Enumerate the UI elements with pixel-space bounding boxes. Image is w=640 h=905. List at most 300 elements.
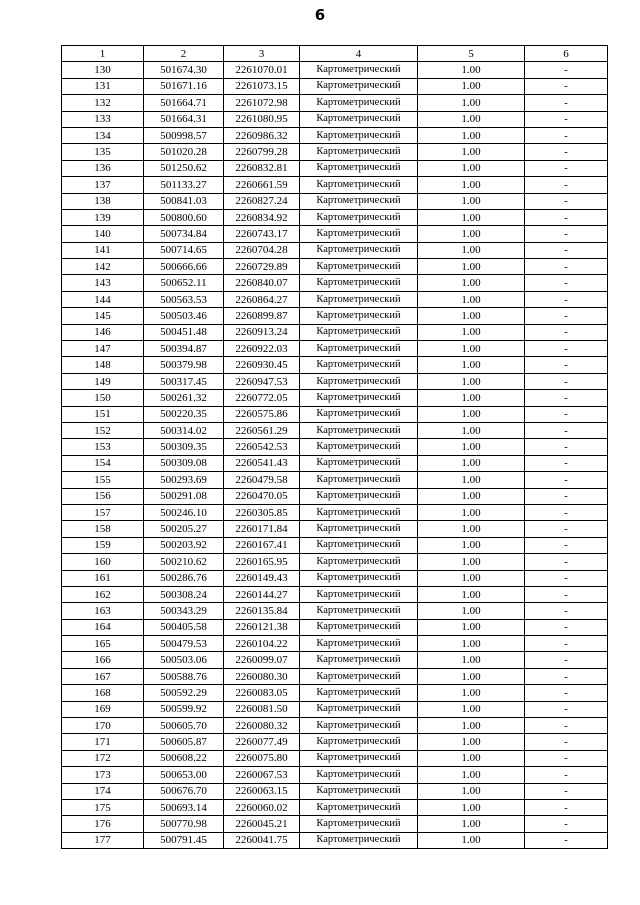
- x-coordinate-cell: 500605.70: [144, 718, 224, 734]
- description-cell: -: [525, 209, 608, 225]
- x-coordinate-cell: 501664.71: [144, 95, 224, 111]
- description-cell: -: [525, 144, 608, 160]
- table-body: [62, 62, 608, 849]
- y-coordinate-cell: 2260171.84: [224, 521, 300, 537]
- point-number-cell: 145: [62, 308, 144, 324]
- description-cell: -: [525, 554, 608, 570]
- method-cell: Картометрический: [300, 177, 418, 193]
- x-coordinate-cell: 500841.03: [144, 193, 224, 209]
- method-cell: Картометрический: [300, 783, 418, 799]
- description-cell: -: [525, 619, 608, 635]
- method-cell: Картометрический: [300, 537, 418, 553]
- point-number-cell: 150: [62, 390, 144, 406]
- table-row: [62, 619, 608, 635]
- table-row: [62, 95, 608, 111]
- x-coordinate-cell: 501671.16: [144, 78, 224, 94]
- table-row: [62, 767, 608, 783]
- y-coordinate-cell: 2260899.87: [224, 308, 300, 324]
- description-cell: -: [525, 685, 608, 701]
- table-row: [62, 259, 608, 275]
- method-cell: Картометрический: [300, 78, 418, 94]
- point-number-cell: 166: [62, 652, 144, 668]
- method-cell: Картометрический: [300, 734, 418, 750]
- description-cell: -: [525, 390, 608, 406]
- y-coordinate-cell: 2260840.07: [224, 275, 300, 291]
- x-coordinate-cell: 500317.45: [144, 373, 224, 389]
- point-number-cell: 163: [62, 603, 144, 619]
- method-cell: Картометрический: [300, 554, 418, 570]
- method-cell: Картометрический: [300, 308, 418, 324]
- table-row: [62, 341, 608, 357]
- table-row: [62, 111, 608, 127]
- accuracy-cell: 1.00: [418, 422, 525, 438]
- accuracy-cell: 1.00: [418, 521, 525, 537]
- x-coordinate-cell: 500203.92: [144, 537, 224, 553]
- table-row: [62, 275, 608, 291]
- accuracy-cell: 1.00: [418, 373, 525, 389]
- point-number-cell: 147: [62, 341, 144, 357]
- point-number-cell: 158: [62, 521, 144, 537]
- table-row: [62, 177, 608, 193]
- accuracy-cell: 1.00: [418, 718, 525, 734]
- method-cell: Картометрический: [300, 504, 418, 520]
- y-coordinate-cell: 2260067.53: [224, 767, 300, 783]
- accuracy-cell: 1.00: [418, 193, 525, 209]
- method-cell: Картометрический: [300, 701, 418, 717]
- y-coordinate-cell: 2260149.43: [224, 570, 300, 586]
- x-coordinate-cell: 500210.62: [144, 554, 224, 570]
- x-coordinate-cell: 500592.29: [144, 685, 224, 701]
- table-row: [62, 226, 608, 242]
- point-number-cell: 153: [62, 439, 144, 455]
- accuracy-cell: 1.00: [418, 357, 525, 373]
- table-row: [62, 521, 608, 537]
- table-row: [62, 734, 608, 750]
- method-cell: Картометрический: [300, 685, 418, 701]
- x-coordinate-cell: 500286.76: [144, 570, 224, 586]
- table-row: [62, 193, 608, 209]
- x-coordinate-cell: 500653.00: [144, 767, 224, 783]
- point-number-cell: 136: [62, 160, 144, 176]
- x-coordinate-cell: 500291.08: [144, 488, 224, 504]
- point-number-cell: 160: [62, 554, 144, 570]
- x-coordinate-cell: 500246.10: [144, 504, 224, 520]
- description-cell: -: [525, 570, 608, 586]
- accuracy-cell: 1.00: [418, 816, 525, 832]
- method-cell: Картометрический: [300, 488, 418, 504]
- table-row: [62, 799, 608, 815]
- table-row: [62, 586, 608, 602]
- x-coordinate-cell: 500308.24: [144, 586, 224, 602]
- table-row: [62, 685, 608, 701]
- table-row: [62, 570, 608, 586]
- description-cell: -: [525, 537, 608, 553]
- description-cell: -: [525, 357, 608, 373]
- accuracy-cell: 1.00: [418, 636, 525, 652]
- table-row: [62, 406, 608, 422]
- y-coordinate-cell: 2260470.05: [224, 488, 300, 504]
- accuracy-cell: 1.00: [418, 78, 525, 94]
- y-coordinate-cell: 2260772.05: [224, 390, 300, 406]
- point-number-cell: 175: [62, 799, 144, 815]
- table-row: [62, 488, 608, 504]
- y-coordinate-cell: 2260864.27: [224, 291, 300, 307]
- point-number-cell: 138: [62, 193, 144, 209]
- table-row: [62, 472, 608, 488]
- description-cell: -: [525, 127, 608, 143]
- point-number-cell: 148: [62, 357, 144, 373]
- x-coordinate-cell: 500599.92: [144, 701, 224, 717]
- x-coordinate-cell: 500309.08: [144, 455, 224, 471]
- accuracy-cell: 1.00: [418, 472, 525, 488]
- point-number-cell: 141: [62, 242, 144, 258]
- y-coordinate-cell: 2260305.85: [224, 504, 300, 520]
- page-number: 6: [314, 6, 326, 24]
- x-coordinate-cell: 500676.70: [144, 783, 224, 799]
- description-cell: -: [525, 111, 608, 127]
- y-coordinate-cell: 2260083.05: [224, 685, 300, 701]
- table-row: [62, 750, 608, 766]
- method-cell: Картометрический: [300, 242, 418, 258]
- accuracy-cell: 1.00: [418, 127, 525, 143]
- method-cell: Картометрический: [300, 373, 418, 389]
- accuracy-cell: 1.00: [418, 324, 525, 340]
- description-cell: -: [525, 373, 608, 389]
- table-row: [62, 537, 608, 553]
- description-cell: -: [525, 308, 608, 324]
- point-number-cell: 134: [62, 127, 144, 143]
- method-cell: Картометрический: [300, 111, 418, 127]
- description-cell: -: [525, 455, 608, 471]
- table-row: [62, 832, 608, 848]
- table-row: [62, 291, 608, 307]
- description-cell: -: [525, 521, 608, 537]
- method-cell: Картометрический: [300, 291, 418, 307]
- method-cell: Картометрический: [300, 570, 418, 586]
- point-number-cell: 164: [62, 619, 144, 635]
- y-coordinate-cell: 2260165.95: [224, 554, 300, 570]
- description-cell: -: [525, 259, 608, 275]
- x-coordinate-cell: 500394.87: [144, 341, 224, 357]
- method-cell: Картометрический: [300, 636, 418, 652]
- point-number-cell: 167: [62, 668, 144, 684]
- description-cell: -: [525, 504, 608, 520]
- x-coordinate-cell: 500503.46: [144, 308, 224, 324]
- accuracy-cell: 1.00: [418, 62, 525, 78]
- table-row: [62, 209, 608, 225]
- table-row: [62, 783, 608, 799]
- accuracy-cell: 1.00: [418, 226, 525, 242]
- coordinates-table: [61, 45, 608, 849]
- accuracy-cell: 1.00: [418, 734, 525, 750]
- accuracy-cell: 1.00: [418, 111, 525, 127]
- point-number-cell: 149: [62, 373, 144, 389]
- description-cell: -: [525, 816, 608, 832]
- method-cell: Картометрический: [300, 472, 418, 488]
- description-cell: -: [525, 242, 608, 258]
- method-cell: Картометрический: [300, 439, 418, 455]
- x-coordinate-cell: 500314.02: [144, 422, 224, 438]
- x-coordinate-cell: 500770.98: [144, 816, 224, 832]
- table-row: [62, 373, 608, 389]
- method-cell: Картометрический: [300, 275, 418, 291]
- y-coordinate-cell: 2260060.02: [224, 799, 300, 815]
- accuracy-cell: 1.00: [418, 799, 525, 815]
- description-cell: -: [525, 291, 608, 307]
- x-coordinate-cell: 500479.53: [144, 636, 224, 652]
- table-row: [62, 160, 608, 176]
- point-number-cell: 132: [62, 95, 144, 111]
- y-coordinate-cell: 2260834.92: [224, 209, 300, 225]
- description-cell: -: [525, 586, 608, 602]
- description-cell: -: [525, 636, 608, 652]
- x-coordinate-cell: 500605.87: [144, 734, 224, 750]
- point-number-cell: 135: [62, 144, 144, 160]
- method-cell: Картометрический: [300, 341, 418, 357]
- table-row: [62, 308, 608, 324]
- point-number-cell: 173: [62, 767, 144, 783]
- column-header-1: 1: [62, 46, 144, 62]
- y-coordinate-cell: 2260743.17: [224, 226, 300, 242]
- method-cell: Картометрический: [300, 259, 418, 275]
- accuracy-cell: 1.00: [418, 209, 525, 225]
- point-number-cell: 142: [62, 259, 144, 275]
- point-number-cell: 177: [62, 832, 144, 848]
- y-coordinate-cell: 2260081.50: [224, 701, 300, 717]
- accuracy-cell: 1.00: [418, 668, 525, 684]
- point-number-cell: 130: [62, 62, 144, 78]
- method-cell: Картометрический: [300, 603, 418, 619]
- description-cell: -: [525, 406, 608, 422]
- table-row: [62, 422, 608, 438]
- point-number-cell: 170: [62, 718, 144, 734]
- column-header-4: 4: [300, 46, 418, 62]
- accuracy-cell: 1.00: [418, 685, 525, 701]
- point-number-cell: 151: [62, 406, 144, 422]
- point-number-cell: 140: [62, 226, 144, 242]
- point-number-cell: 133: [62, 111, 144, 127]
- table-row: [62, 652, 608, 668]
- accuracy-cell: 1.00: [418, 832, 525, 848]
- point-number-cell: 176: [62, 816, 144, 832]
- accuracy-cell: 1.00: [418, 504, 525, 520]
- table-row: [62, 718, 608, 734]
- description-cell: -: [525, 668, 608, 684]
- point-number-cell: 137: [62, 177, 144, 193]
- method-cell: Картометрический: [300, 209, 418, 225]
- y-coordinate-cell: 2261070.01: [224, 62, 300, 78]
- accuracy-cell: 1.00: [418, 439, 525, 455]
- description-cell: -: [525, 78, 608, 94]
- table-row: [62, 62, 608, 78]
- x-coordinate-cell: 501674.30: [144, 62, 224, 78]
- y-coordinate-cell: 2260479.58: [224, 472, 300, 488]
- point-number-cell: 154: [62, 455, 144, 471]
- table-row: [62, 324, 608, 340]
- accuracy-cell: 1.00: [418, 144, 525, 160]
- x-coordinate-cell: 500563.53: [144, 291, 224, 307]
- description-cell: -: [525, 488, 608, 504]
- table-row: [62, 554, 608, 570]
- accuracy-cell: 1.00: [418, 177, 525, 193]
- point-number-cell: 169: [62, 701, 144, 717]
- point-number-cell: 146: [62, 324, 144, 340]
- description-cell: -: [525, 177, 608, 193]
- y-coordinate-cell: 2260575.86: [224, 406, 300, 422]
- description-cell: -: [525, 341, 608, 357]
- table-row: [62, 357, 608, 373]
- point-number-cell: 155: [62, 472, 144, 488]
- method-cell: Картометрический: [300, 324, 418, 340]
- y-coordinate-cell: 2260099.07: [224, 652, 300, 668]
- table-row: [62, 439, 608, 455]
- accuracy-cell: 1.00: [418, 275, 525, 291]
- y-coordinate-cell: 2261072.98: [224, 95, 300, 111]
- x-coordinate-cell: 500800.60: [144, 209, 224, 225]
- x-coordinate-cell: 500503.06: [144, 652, 224, 668]
- point-number-cell: 174: [62, 783, 144, 799]
- accuracy-cell: 1.00: [418, 242, 525, 258]
- accuracy-cell: 1.00: [418, 783, 525, 799]
- column-header-2: 2: [144, 46, 224, 62]
- method-cell: Картометрический: [300, 521, 418, 537]
- method-cell: Картометрический: [300, 422, 418, 438]
- accuracy-cell: 1.00: [418, 406, 525, 422]
- method-cell: Картометрический: [300, 193, 418, 209]
- description-cell: -: [525, 652, 608, 668]
- y-coordinate-cell: 2260121.38: [224, 619, 300, 635]
- column-header-6: 6: [525, 46, 608, 62]
- table-row: [62, 603, 608, 619]
- method-cell: Картометрический: [300, 619, 418, 635]
- description-cell: -: [525, 160, 608, 176]
- accuracy-cell: 1.00: [418, 570, 525, 586]
- point-number-cell: 131: [62, 78, 144, 94]
- x-coordinate-cell: 500309.35: [144, 439, 224, 455]
- description-cell: -: [525, 472, 608, 488]
- y-coordinate-cell: 2260045.21: [224, 816, 300, 832]
- table-header: [62, 46, 608, 62]
- y-coordinate-cell: 2260922.03: [224, 341, 300, 357]
- description-cell: -: [525, 193, 608, 209]
- y-coordinate-cell: 2260080.32: [224, 718, 300, 734]
- y-coordinate-cell: 2260930.45: [224, 357, 300, 373]
- accuracy-cell: 1.00: [418, 160, 525, 176]
- x-coordinate-cell: 500205.27: [144, 521, 224, 537]
- y-coordinate-cell: 2260832.81: [224, 160, 300, 176]
- method-cell: Картометрический: [300, 652, 418, 668]
- method-cell: Картометрический: [300, 160, 418, 176]
- method-cell: Картометрический: [300, 95, 418, 111]
- y-coordinate-cell: 2260827.24: [224, 193, 300, 209]
- description-cell: -: [525, 832, 608, 848]
- description-cell: -: [525, 603, 608, 619]
- x-coordinate-cell: 500588.76: [144, 668, 224, 684]
- table-row: [62, 127, 608, 143]
- accuracy-cell: 1.00: [418, 554, 525, 570]
- table-row: [62, 701, 608, 717]
- y-coordinate-cell: 2260167.41: [224, 537, 300, 553]
- method-cell: Картометрический: [300, 750, 418, 766]
- y-coordinate-cell: 2260661.59: [224, 177, 300, 193]
- method-cell: Картометрический: [300, 406, 418, 422]
- accuracy-cell: 1.00: [418, 291, 525, 307]
- table-row: [62, 242, 608, 258]
- y-coordinate-cell: 2260077.49: [224, 734, 300, 750]
- y-coordinate-cell: 2260986.32: [224, 127, 300, 143]
- y-coordinate-cell: 2260729.89: [224, 259, 300, 275]
- y-coordinate-cell: 2261073.15: [224, 78, 300, 94]
- y-coordinate-cell: 2260947.53: [224, 373, 300, 389]
- method-cell: Картометрический: [300, 816, 418, 832]
- point-number-cell: 152: [62, 422, 144, 438]
- method-cell: Картометрический: [300, 668, 418, 684]
- y-coordinate-cell: 2261080.95: [224, 111, 300, 127]
- method-cell: Картометрический: [300, 357, 418, 373]
- x-coordinate-cell: 500343.29: [144, 603, 224, 619]
- description-cell: -: [525, 799, 608, 815]
- table-row: [62, 636, 608, 652]
- y-coordinate-cell: 2260104.22: [224, 636, 300, 652]
- x-coordinate-cell: 500220.35: [144, 406, 224, 422]
- x-coordinate-cell: 500791.45: [144, 832, 224, 848]
- x-coordinate-cell: 500405.58: [144, 619, 224, 635]
- x-coordinate-cell: 500693.14: [144, 799, 224, 815]
- table-row: [62, 390, 608, 406]
- description-cell: -: [525, 783, 608, 799]
- y-coordinate-cell: 2260080.30: [224, 668, 300, 684]
- y-coordinate-cell: 2260542.53: [224, 439, 300, 455]
- method-cell: Картометрический: [300, 586, 418, 602]
- x-coordinate-cell: 501133.27: [144, 177, 224, 193]
- method-cell: Картометрический: [300, 455, 418, 471]
- accuracy-cell: 1.00: [418, 455, 525, 471]
- description-cell: -: [525, 226, 608, 242]
- point-number-cell: 159: [62, 537, 144, 553]
- x-coordinate-cell: 500261.32: [144, 390, 224, 406]
- y-coordinate-cell: 2260075.80: [224, 750, 300, 766]
- description-cell: -: [525, 275, 608, 291]
- description-cell: -: [525, 95, 608, 111]
- point-number-cell: 161: [62, 570, 144, 586]
- point-number-cell: 165: [62, 636, 144, 652]
- point-number-cell: 162: [62, 586, 144, 602]
- description-cell: -: [525, 422, 608, 438]
- y-coordinate-cell: 2260063.15: [224, 783, 300, 799]
- accuracy-cell: 1.00: [418, 750, 525, 766]
- column-header-5: 5: [418, 46, 525, 62]
- header-row: [62, 46, 608, 62]
- description-cell: -: [525, 750, 608, 766]
- column-header-3: 3: [224, 46, 300, 62]
- method-cell: Картометрический: [300, 226, 418, 242]
- y-coordinate-cell: 2260144.27: [224, 586, 300, 602]
- accuracy-cell: 1.00: [418, 308, 525, 324]
- point-number-cell: 168: [62, 685, 144, 701]
- method-cell: Картометрический: [300, 144, 418, 160]
- table-row: [62, 144, 608, 160]
- accuracy-cell: 1.00: [418, 586, 525, 602]
- accuracy-cell: 1.00: [418, 390, 525, 406]
- description-cell: -: [525, 701, 608, 717]
- point-number-cell: 139: [62, 209, 144, 225]
- table-row: [62, 668, 608, 684]
- y-coordinate-cell: 2260135.84: [224, 603, 300, 619]
- method-cell: Картометрический: [300, 767, 418, 783]
- point-number-cell: 157: [62, 504, 144, 520]
- y-coordinate-cell: 2260799.28: [224, 144, 300, 160]
- x-coordinate-cell: 500714.65: [144, 242, 224, 258]
